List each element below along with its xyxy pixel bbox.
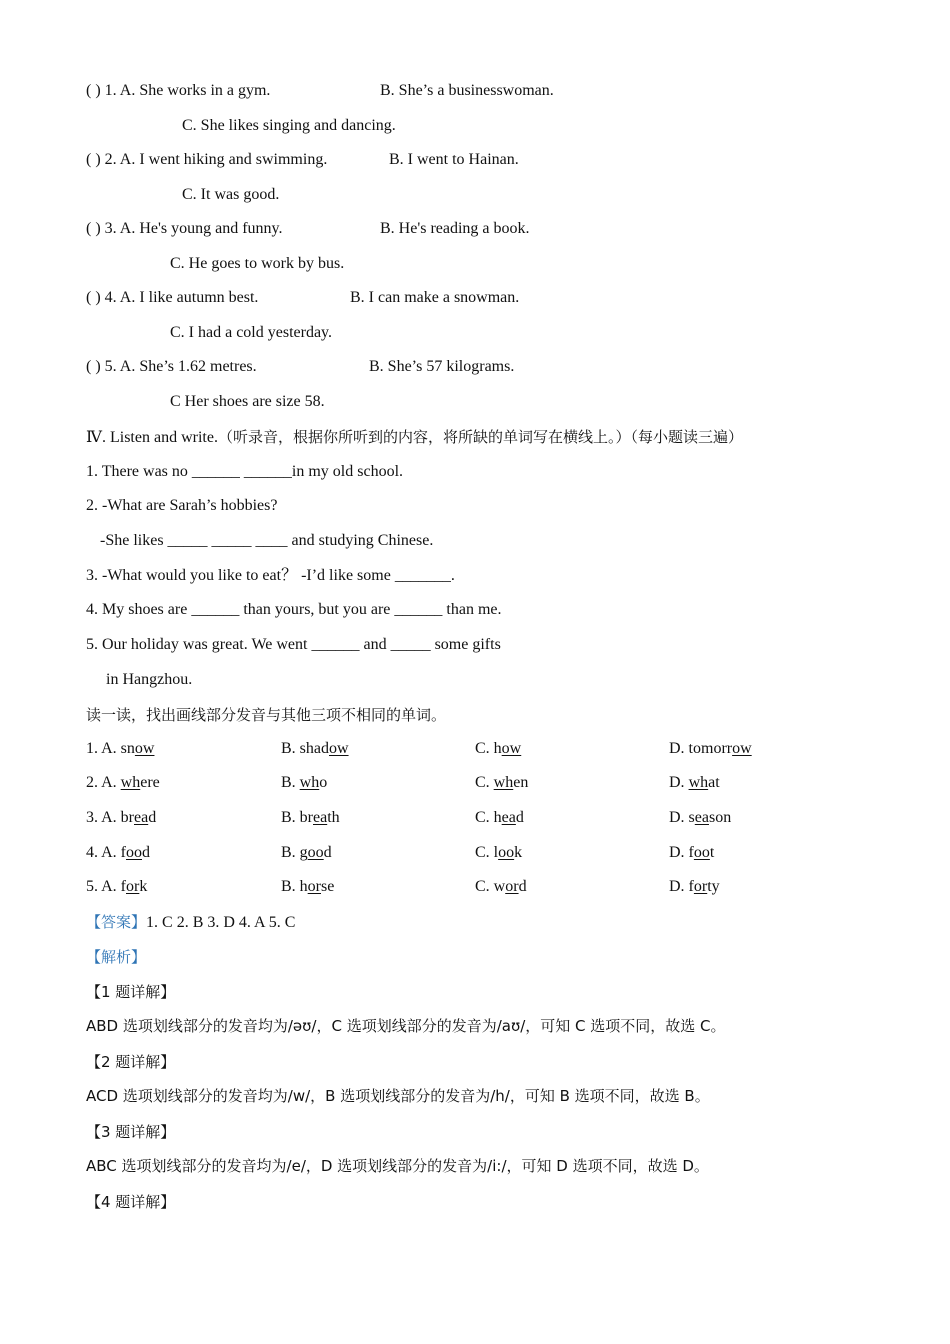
underlined-letters: oo — [307, 844, 324, 861]
word-part: D. s — [669, 809, 695, 826]
phonics-option — [669, 773, 720, 793]
word-part: C. h — [475, 809, 502, 826]
answer-label: 【答案】 — [86, 913, 147, 931]
word-part: C. l — [475, 844, 499, 861]
word-part: C. h — [475, 740, 502, 757]
section-4-title-en: Ⅳ. Listen and write. — [86, 429, 218, 446]
word-part: se — [321, 878, 335, 895]
section-4-heading — [86, 427, 743, 448]
word-part: ere — [140, 774, 160, 791]
underlined-letters: ow — [501, 740, 522, 757]
word-part: D. f — [669, 844, 694, 861]
word-part: th — [327, 809, 340, 826]
question-1-option-b: B. She’s a businesswoman. — [380, 82, 554, 99]
question-2-option-a: ( ) 2. A. I went hiking and swimming. — [86, 151, 328, 168]
underlined-letters: wh — [493, 774, 514, 791]
question-4-option-b: B. I can make a snowman. — [350, 289, 520, 306]
word-part: d — [515, 809, 524, 826]
phonics-option — [281, 808, 340, 828]
word-part: B. br — [281, 809, 313, 826]
phonics-option — [475, 843, 522, 863]
underlined-letters: ow — [732, 740, 752, 757]
underlined-letters: or — [307, 878, 321, 895]
word-part: d — [323, 844, 332, 861]
phonics-option — [475, 739, 521, 759]
word-part: D. — [669, 774, 689, 791]
underlined-letters: ea — [501, 809, 516, 826]
question-5-option-b: B. She’s 57 kilograms. — [369, 358, 515, 375]
word-part: d — [142, 844, 150, 861]
underlined-letters: ow — [329, 740, 349, 757]
phonics-option — [669, 877, 720, 897]
answer-text: 1. C 2. B 3. D 4. A 5. C — [146, 914, 296, 931]
phonics-option — [281, 739, 349, 759]
word-part: B. shad — [281, 740, 329, 757]
phonics-option — [86, 773, 160, 793]
phonics-option — [86, 808, 156, 828]
question-5-option-c: C Her shoes are size 58. — [170, 393, 325, 410]
word-part: d — [518, 878, 527, 895]
phonics-option — [475, 808, 524, 828]
underlined-letters: oo — [126, 844, 142, 861]
underlined-letters: ea — [694, 809, 709, 826]
word-part: son — [708, 809, 732, 826]
detail-3-text: ABC 选项划线部分的发音均为/e/，D 选项划线部分的发音为/i:/，可知 D 选项不同，故选 D。 — [86, 1157, 709, 1175]
word-part: ty — [707, 878, 720, 895]
detail-2-heading: 【2 题详解】 — [86, 1053, 176, 1071]
word-part: 1. A. sn — [86, 740, 135, 757]
answer-line — [86, 912, 295, 933]
section-4-title-cn: （听录音，根据你所听到的内容，将所缺的单词写在横线上。）（每小题读三遍） — [217, 428, 743, 446]
phonics-option — [86, 739, 154, 759]
word-part: B. — [281, 774, 300, 791]
word-part: o — [319, 774, 328, 791]
question-4-option-a: ( ) 4. A. I like autumn best. — [86, 289, 259, 306]
word-part: C. — [475, 774, 494, 791]
question-4-option-c: C. I had a cold yesterday. — [170, 324, 333, 341]
write-line-2: 2. -What are Sarah’s hobbies? — [86, 497, 278, 514]
word-part: D. tomorr — [669, 740, 733, 757]
word-part: t — [709, 844, 715, 861]
word-part: 5. A. f — [86, 878, 126, 895]
underlined-letters: or — [693, 878, 708, 895]
underlined-letters: ea — [134, 809, 149, 826]
underlined-letters: oo — [693, 844, 710, 861]
underlined-letters: or — [505, 878, 519, 895]
phonics-option — [281, 843, 332, 863]
detail-4-heading: 【4 题详解】 — [86, 1193, 176, 1211]
word-part: B. g — [281, 844, 308, 861]
underlined-letters: or — [126, 878, 140, 895]
question-3-option-a: ( ) 3. A. He's young and funny. — [86, 220, 283, 237]
underlined-letters: oo — [498, 844, 515, 861]
word-part: D. f — [669, 878, 694, 895]
word-part: en — [513, 774, 529, 791]
word-part: C. w — [475, 878, 506, 895]
word-part: 3. A. br — [86, 809, 134, 826]
phonics-option — [669, 739, 752, 759]
detail-1-heading: 【1 题详解】 — [86, 983, 176, 1001]
analysis-label: 【解析】 — [86, 948, 147, 966]
word-part: at — [708, 774, 720, 791]
word-part: B. h — [281, 878, 308, 895]
phonics-option — [669, 843, 714, 863]
question-1-option-a: ( ) 1. A. She works in a gym. — [86, 82, 271, 99]
write-line-2-answer: -She likes _____ _____ ____ and studying Chinese. — [96, 532, 434, 549]
question-1-option-c: C. She likes singing and dancing. — [182, 117, 396, 134]
question-3-option-c: C. He goes to work by bus. — [170, 255, 345, 272]
detail-3-heading: 【3 题详解】 — [86, 1123, 176, 1141]
phonics-option — [475, 877, 527, 897]
phonics-instruction: 读一读，找出画线部分发音与其他三项不相同的单词。 — [86, 706, 447, 724]
underlined-letters: wh — [120, 774, 141, 791]
write-line-1: 1. There was no ______ ______in my old school. — [86, 463, 404, 480]
word-part: 4. A. f — [86, 844, 126, 861]
write-line-5: 5. Our holiday was great. We went ______ and _____ some gifts — [86, 636, 501, 653]
detail-2-text: ACD 选项划线部分的发音均为/w/，B 选项划线部分的发音为/h/，可知 B 选项不同，故选 B。 — [86, 1087, 710, 1105]
word-part: d — [148, 809, 157, 826]
write-line-4: 4. My shoes are ______ than yours, but you are ______ than me. — [86, 601, 502, 618]
phonics-option — [86, 877, 147, 897]
word-part: 2. A. — [86, 774, 121, 791]
phonics-option — [281, 877, 334, 897]
question-5-option-a: ( ) 5. A. She’s 1.62 metres. — [86, 358, 257, 375]
phonics-option — [669, 808, 731, 828]
underlined-letters: ow — [134, 740, 155, 757]
write-line-5-cont: in Hangzhou. — [102, 671, 193, 688]
word-part: k — [139, 878, 148, 895]
detail-1-text: ABD 选项划线部分的发音均为/əʊ/，C 选项划线部分的发音为/aʊ/，可知 C 选项不同，故选 C。 — [86, 1017, 726, 1035]
question-2-option-c: C. It was good. — [182, 186, 280, 203]
question-2-option-b: B. I went to Hainan. — [389, 151, 519, 168]
underlined-letters: ea — [313, 809, 328, 826]
question-3-option-b: B. He's reading a book. — [380, 220, 530, 237]
word-part: k — [514, 844, 523, 861]
phonics-option — [281, 773, 327, 793]
underlined-letters: wh — [688, 774, 709, 791]
phonics-option — [86, 843, 150, 863]
phonics-option — [475, 773, 528, 793]
write-line-3: 3. -What would you like to eat？ -I’d like some _______. — [86, 567, 455, 584]
underlined-letters: wh — [299, 774, 320, 791]
